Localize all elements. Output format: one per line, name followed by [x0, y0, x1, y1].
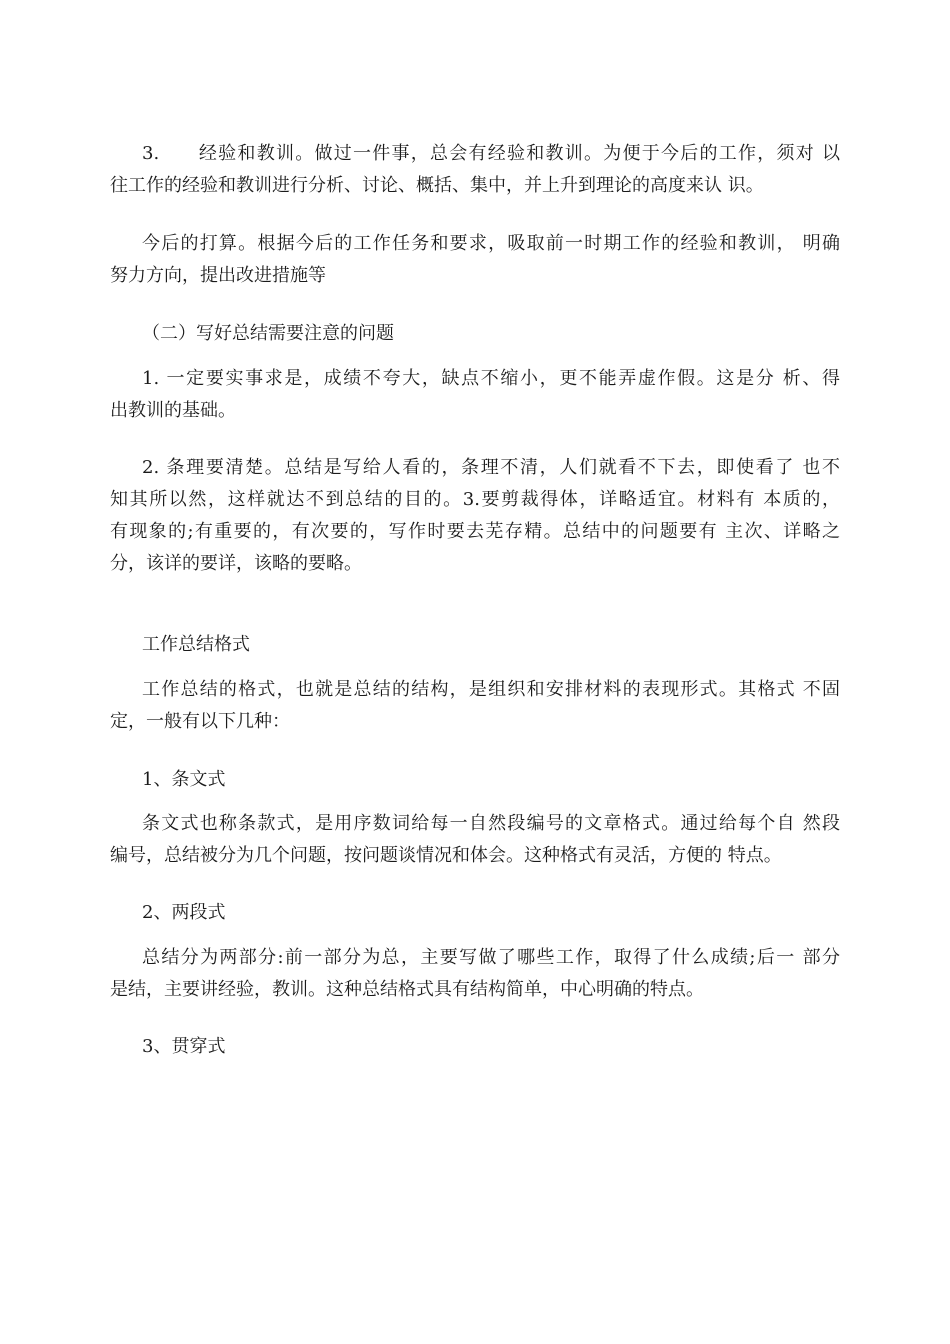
text-line: 出教训的基础。 [110, 400, 236, 421]
section-heading-issues [110, 318, 840, 350]
paragraph-be-truthful [110, 363, 840, 427]
text-line: 编号，总结被分为几个问题，按问题谈情况和体会。这种格式有灵活，方便的 特点。 [110, 845, 782, 866]
text-line: 3、贯穿式 [142, 1036, 226, 1057]
paragraph-format-intro [110, 674, 840, 738]
text-line: 总结分为两部分:前一部分为总，主要写做了哪些工作，取得了什么成绩;后一 部分 [142, 947, 840, 968]
text-line: 知其所以然，这样就达不到总结的目的。3.要剪裁得体，详略适宜。材料有 本质的， [110, 489, 840, 510]
text-line: 条文式也称条款式，是用序数词给每一自然段编号的文章格式。通过给每个自 然段 [142, 813, 840, 834]
text-line: 是结，主要讲经验，教训。这种总结格式具有结构简单，中心明确的特点。 [110, 979, 704, 1000]
paragraph-clause-style [110, 808, 840, 872]
text-line: 工作总结格式 [142, 634, 250, 655]
text-line: 2. 条理要清楚。总结是写给人看的，条理不清，人们就看不下去，即使看了 也不 [142, 457, 840, 478]
heading-summary-format [110, 629, 840, 661]
text-line: 努力方向，提出改进措施等 [110, 265, 326, 286]
text-line: 往工作的经验和教训进行分析、讨论、概括、集中，并上升到理论的高度来认 识。 [110, 175, 764, 196]
paragraph-be-clear [110, 452, 840, 580]
heading-clause-style [110, 764, 840, 796]
text-line: 分，该详的要详，该略的要略。 [110, 553, 362, 574]
text-line: 工作总结的格式，也就是总结的结构，是组织和安排材料的表现形式。其格式 不固 [142, 679, 840, 700]
heading-two-part-style [110, 897, 840, 929]
text-line: 2、两段式 [142, 902, 226, 923]
text-line: 3. 经验和教训。做过一件事，总会有经验和教训。为便于今后的工作，须对 以 [142, 143, 840, 164]
paragraph-future-plans [110, 228, 840, 292]
text-line: 有现象的;有重要的，有次要的，写作时要去芜存精。总结中的问题要有 主次、详略之 [110, 521, 840, 542]
heading-through-style [110, 1031, 840, 1063]
text-line: 1、条文式 [142, 769, 226, 790]
paragraph-experience-lessons [110, 138, 840, 202]
text-line: （二）写好总结需要注意的问题 [142, 323, 394, 344]
text-line: 1. 一定要实事求是，成绩不夸大，缺点不缩小，更不能弄虚作假。这是分 析、得 [142, 368, 840, 389]
paragraph-two-part-style [110, 942, 840, 1006]
text-line: 定，一般有以下几种： [110, 711, 290, 732]
text-line: 今后的打算。根据今后的工作任务和要求，吸取前一时期工作的经验和教训， 明确 [142, 233, 840, 254]
